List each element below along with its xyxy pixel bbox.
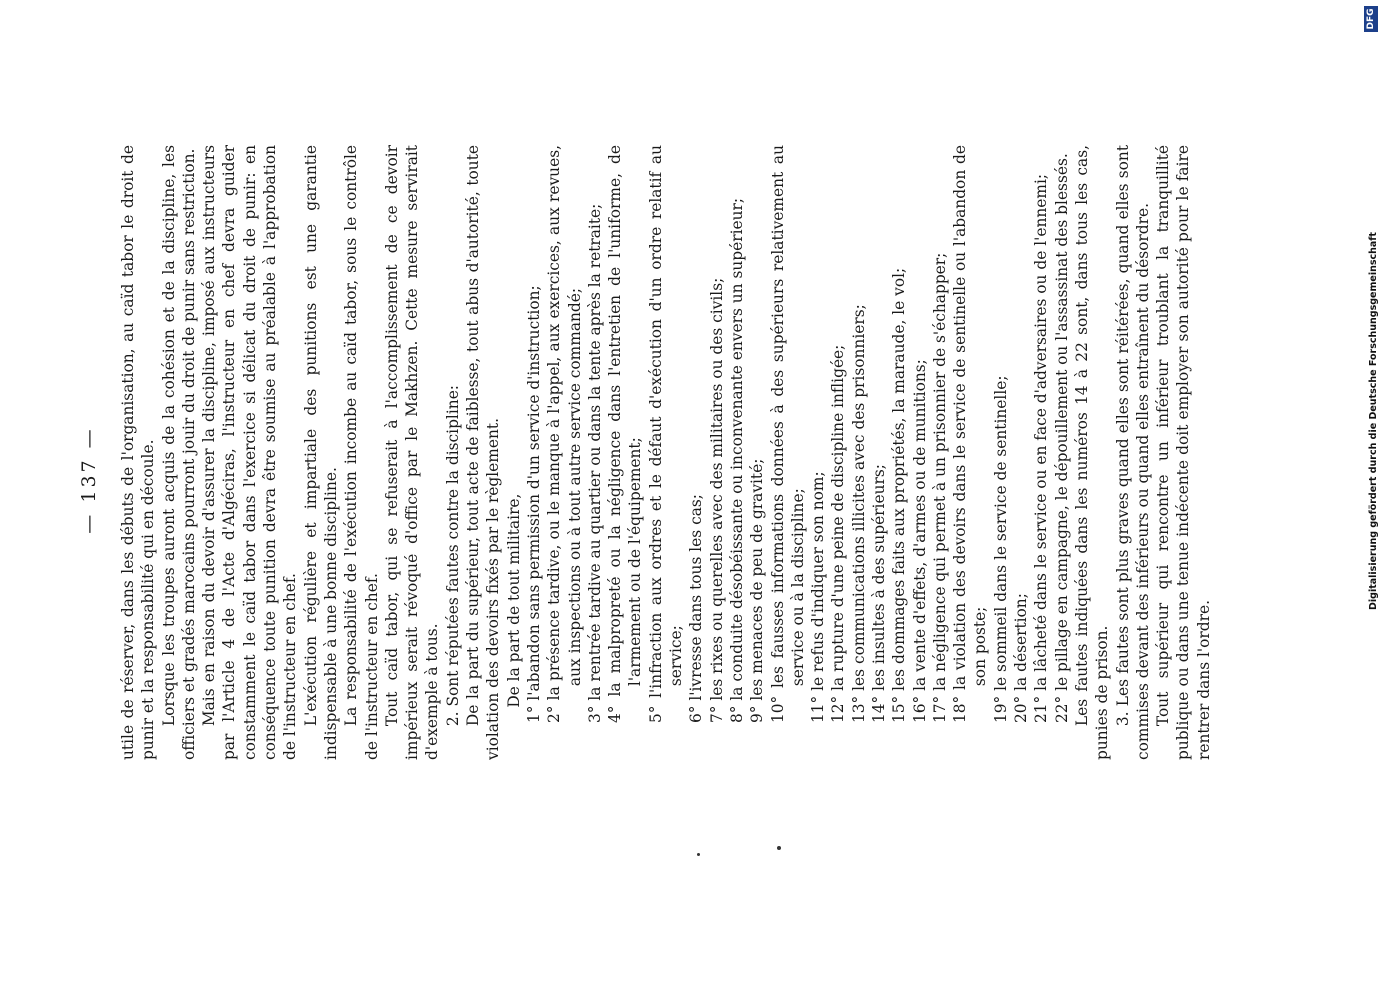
list-item: 3° la rentrée tardive au quartier ou dans la tente après la retraite;: [585, 203, 604, 724]
scan-speck: [777, 846, 781, 850]
list-item: 4° la malpropreté ou la négligence dans l'entretien de l'uniforme, de l'armement ou de l'équipement;: [606, 145, 645, 724]
list-item: 13° les communications illicites avec des prisonniers;: [849, 304, 868, 724]
paragraph: Tout caïd tabor, qui se refuserait à l'accomplissement de ce devoir impérieux serait révoqué d'office par le Makhzen. Cette mesure servirait d'exemple à tous.: [382, 145, 442, 760]
list-item: 11° le refus d'indiquer son nom;: [809, 471, 828, 724]
list-item: 21° la lâcheté dans le service ou en face d'adversaires ou de l'ennemi;: [1032, 173, 1051, 724]
list-item: 14° les insultes à des supérieurs;: [869, 464, 888, 724]
paragraph: De la part du supérieur, tout acte de faiblesse, tout abus d'autorité, toute violation des devoirs fixés par le règlement.: [464, 145, 503, 760]
section-heading: 2. Sont réputées fautes contre la discipline:: [443, 385, 462, 727]
paragraph: Mais en raison du devoir d'assurer la discipline, imposé aux instructeurs par l'Article 4 de l'Acte d'Algéciras, l'instructeur en chef devra guider constamment le caïd tabor dans l'exercice si délicat du droit de punir: en conséquence toute punition devra être soumise au préalable à l'approbation de l'instructeur en chef.: [200, 145, 300, 760]
list-item: 7° les rixes ou querelles avec des militaires ou des civils;: [707, 277, 726, 724]
list-item: 18° la violation des devoirs dans le service de sentinelle ou l'abandon de son poste;: [951, 145, 990, 724]
page-number-header: — 137 —: [78, 426, 100, 534]
list-item: 19° le sommeil dans le service de sentinelle;: [991, 375, 1010, 724]
paragraph: L'exécution régulière et impartiale des punitions est une garantie indispensable à une bonne discipline.: [301, 145, 340, 760]
paragraph: Les fautes indiquées dans les numéros 14 à 22 sont, dans tous les cas, punies de prison.: [1072, 145, 1112, 760]
list-item: 2° la présence tardive, ou le manque à l'appel, aux exercices, aux revues, aux inspections ou à tout autre service commandé;: [545, 145, 584, 724]
paragraph: utile de réserver, dans les débuts de l'organisation, au caïd tabor le droit de punir et la responsabilité qui en découle.: [119, 145, 158, 760]
list-item: 16° la vente d'effets, d'armes ou de munitions;: [910, 359, 929, 724]
dfg-logo: DFG: [1364, 6, 1378, 32]
list-item: 6° l'ivresse dans tous les cas;: [687, 494, 706, 724]
paragraph: Lorsque les troupes auront acquis de la cohésion et de la discipline, les officiers et gradés marocains pourront jouir du droit de punir sans restriction.: [159, 145, 198, 760]
document-body: [118, 145, 1214, 760]
paragraph: Tout supérieur qui rencontre un inférieur troublant la tranquillité publique ou dans une tenue indécente doit employer son autorité pour le faire rentrer dans l'ordre.: [1154, 145, 1213, 760]
list-item: 10° les fausses informations données à des supérieurs relativement au service ou à la discipline;: [768, 145, 807, 724]
list-item: 5° l'infraction aux ordres et le défaut d'exécution d'un ordre relatif au service;: [646, 145, 686, 724]
list-item: 8° la conduite désobéissante ou inconvenante envers un supérieur;: [727, 197, 746, 724]
list-item: 9° les menaces de peu de gravité;: [748, 458, 767, 724]
section-heading: 3. Les fautes sont plus graves quand elles sont réitérées, quand elles sont commises devant des inférieurs ou quand elles entraînent du désordre.: [1113, 145, 1152, 760]
funding-note: Digitalisierung gefördert durch die Deutsche Forschungsgemeinschaft: [1368, 232, 1379, 610]
list-item: 20° la désertion;: [1012, 593, 1031, 724]
list-item: 17° la négligence qui permet à un prisonnier de s'échapper;: [930, 252, 949, 724]
paragraph: La responsabilité de l'exécution incombe au caïd tabor, sous le contrôle de l'instructeur en chef.: [342, 145, 381, 760]
list-intro: De la part de tout militaire,: [504, 493, 523, 708]
list-item: 1° l'abandon sans permission d'un service d'instruction;: [524, 285, 543, 724]
list-item: 22° le pillage en campagne, le dépouillement ou l'assassinat des blessés.: [1052, 153, 1071, 724]
scan-speck: [697, 853, 700, 856]
list-item: 12° la rupture d'une peine de discipline infligée;: [829, 344, 848, 724]
list-item: 15° les dommages faits aux propriétés, la maraude, le vol;: [890, 267, 909, 724]
